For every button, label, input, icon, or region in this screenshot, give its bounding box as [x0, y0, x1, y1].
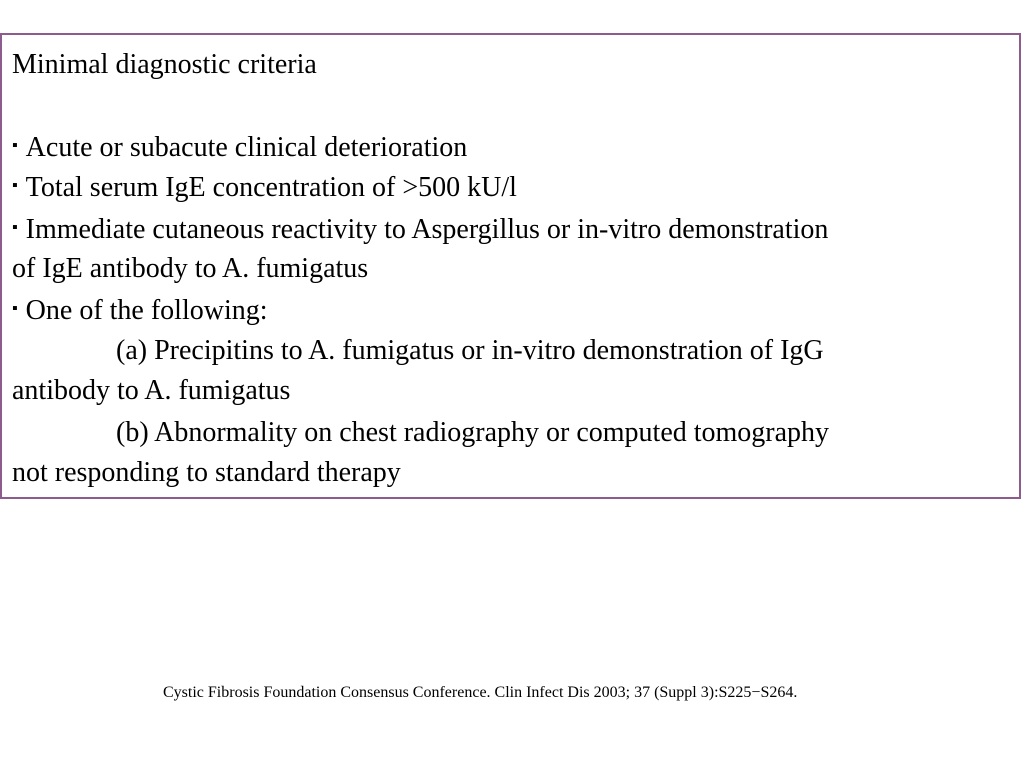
criterion-item	[12, 130, 467, 164]
sub-criterion-continuation: antibody to A. fumigatus	[12, 375, 291, 406]
sub-criterion-b: (b) Abnormality on chest radiography or computed tomography	[116, 417, 830, 448]
criterion-text: One of the following:	[25, 295, 268, 326]
bullet-icon: ▪	[12, 137, 18, 154]
sub-criterion-a: (a) Precipitins to A. fumigatus or in-vitro demonstration of IgG	[116, 335, 824, 366]
criterion-item	[12, 170, 517, 204]
sub-criterion-continuation: not responding to standard therapy	[12, 457, 401, 488]
criterion-text: Immediate cutaneous reactivity to Aspergillus or in-vitro demonstration	[25, 214, 829, 245]
citation: Cystic Fibrosis Foundation Consensus Conference. Clin Infect Dis 2003; 37 (Suppl 3):S225−S264.	[163, 684, 798, 701]
criterion-text: Acute or subacute clinical deterioration	[25, 132, 468, 163]
criteria-box	[0, 33, 1021, 499]
criterion-continuation: of IgE antibody to A. fumigatus	[12, 253, 369, 284]
criterion-item	[12, 293, 268, 327]
bullet-icon: ▪	[12, 219, 18, 236]
bullet-icon: ▪	[12, 177, 18, 194]
criteria-title: Minimal diagnostic criteria	[12, 49, 317, 80]
bullet-icon: ▪	[12, 300, 18, 317]
criterion-text: Total serum IgE concentration of >500 kU/l	[25, 172, 517, 203]
criterion-item	[12, 212, 828, 246]
